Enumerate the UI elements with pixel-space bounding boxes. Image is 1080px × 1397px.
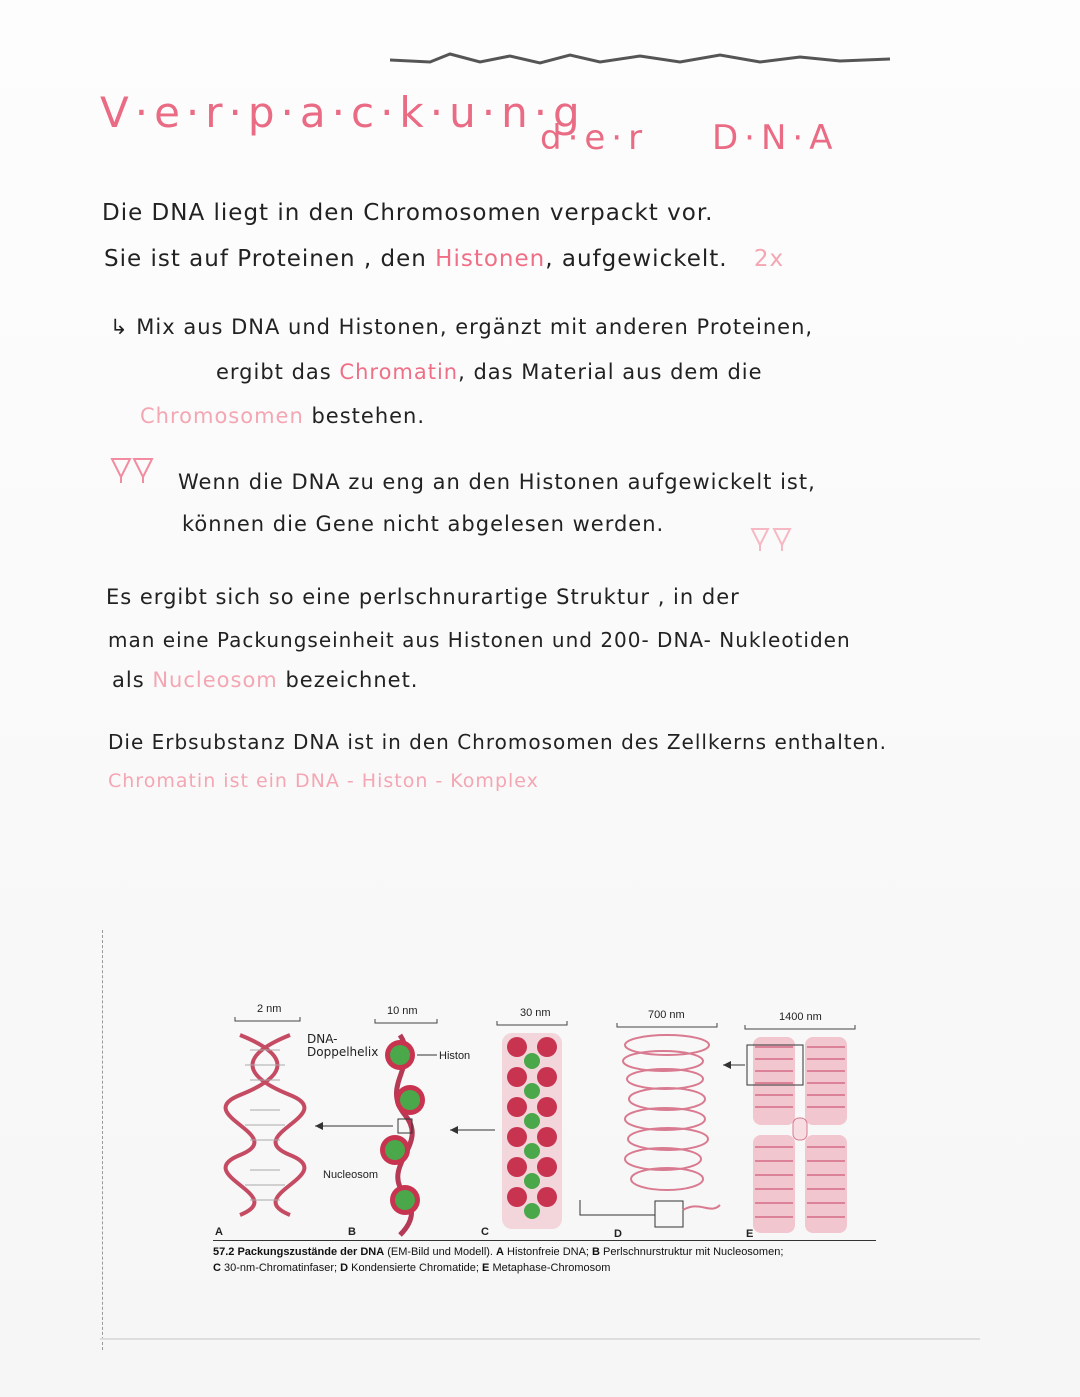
panel-letter-e: E <box>746 1228 754 1240</box>
p3-line1: Wenn die DNA zu eng an den Histonen aufgewickelt ist, <box>178 470 816 494</box>
p1-line1: Die DNA liegt in den Chromosomen verpackt vor. <box>102 200 714 226</box>
scale-label-2nm: 2 nm <box>257 1003 282 1015</box>
p4-line1: Es ergibt sich so eine perlschnurartige Struktur , in der <box>106 585 740 609</box>
p1-line2-histonen: Histonen <box>435 246 546 272</box>
zoom-box-d <box>655 1201 683 1227</box>
caption-b-text: Perlschnurstruktur mit Nucleosomen; <box>599 1246 784 1258</box>
margin-ticks <box>102 930 107 1350</box>
panel-letter-b: B <box>348 1226 356 1238</box>
title-word-dna: D·N·A <box>712 118 839 158</box>
p3-line2: können die Gene nicht abgelesen werden. <box>182 512 665 536</box>
label-dna-doppelhelix: DNA-Doppelhelix <box>307 1032 379 1059</box>
label-histon: Histon <box>439 1050 471 1062</box>
top-scribble <box>390 50 890 68</box>
caption-c-text: 30-nm-Chromatinfaser; <box>220 1262 341 1274</box>
p5-line2: Chromatin ist ein DNA - Histon - Komplex <box>108 770 539 792</box>
bracket-b <box>375 1019 437 1023</box>
p2-line3 <box>140 404 425 428</box>
p1-line2 <box>104 246 784 272</box>
p4-line2: man eine Packungseinheit aus Histonen und 200- DNA- Nukleotiden <box>108 628 851 652</box>
scale-label-1400nm: 1400 nm <box>779 1011 822 1023</box>
bracket-c <box>497 1021 567 1025</box>
panel-letter-d: D <box>614 1228 622 1240</box>
caption-b: B <box>592 1246 600 1258</box>
chromatid-d <box>623 1035 709 1190</box>
caption-rest: (EM-Bild und Modell). <box>384 1246 497 1258</box>
p1-line2-mark: 2x <box>753 246 785 272</box>
panel-letter-a: A <box>215 1226 223 1238</box>
caption-rule <box>213 1240 876 1241</box>
p2-line2 <box>216 360 763 384</box>
scale-label-10nm: 10 nm <box>387 1005 418 1017</box>
caption-a-text: Histonfreie DNA; <box>504 1246 593 1258</box>
caption-d: D <box>340 1262 349 1274</box>
caption-d-text: Kondensierte Chromatide; <box>348 1262 483 1274</box>
panel-letter-c: C <box>481 1226 489 1238</box>
p2-line2-text: ergibt das <box>216 360 332 384</box>
p2-line3-chromosomen: Chromosomen <box>140 404 304 428</box>
bracket-e <box>745 1025 855 1029</box>
bracket-a <box>235 1017 300 1021</box>
p1-line2-text: Sie ist auf Proteinen , den <box>104 246 427 272</box>
p5-line1: Die Erbsubstanz DNA ist in den Chromosomen des Zellkerns enthalten. <box>108 730 887 754</box>
p2-line3-rest: bestehen. <box>311 404 426 428</box>
caption-e: E <box>482 1262 490 1274</box>
caption-c: C <box>213 1262 221 1274</box>
caption-e-text: Metaphase-Chromosom <box>489 1262 611 1274</box>
title-word-der: d·e·r <box>540 118 649 158</box>
label-nucleosom: Nucleosom <box>323 1169 379 1181</box>
page-title <box>100 88 839 158</box>
metaphase-chromosome-e <box>753 1037 847 1233</box>
bracket-d <box>617 1023 717 1027</box>
nucleosomes-b <box>380 1040 425 1215</box>
arrow-d-to-c <box>580 1200 655 1215</box>
caption-a: A <box>496 1246 504 1258</box>
p4-line3 <box>112 668 418 692</box>
warning-doodle-icon-2 <box>748 525 798 555</box>
p4-line3-rest: bezeichnet. <box>285 668 419 692</box>
title-word-verpackung: V·e·r·p·a·c·k·u·n·g <box>100 88 586 137</box>
p2-line2-rest: , das Material aus dem die <box>458 360 763 384</box>
scale-label-30nm: 30 nm <box>520 1007 551 1019</box>
warning-doodle-icon <box>108 455 158 487</box>
p2-line1: ↳ Mix aus DNA und Histonen, ergänzt mit anderen Proteinen, <box>110 315 814 339</box>
paper-edge <box>100 1338 980 1340</box>
p4-line3-nucleosom: Nucleosom <box>152 668 278 692</box>
chromatin-fiber-c <box>502 1033 562 1229</box>
p1-line2-rest: , aufgewickelt. <box>545 246 728 272</box>
scale-label-700nm: 700 nm <box>648 1009 685 1021</box>
p4-line3-als: als <box>112 668 145 692</box>
caption-title: 57.2 Packungszustände der DNA <box>213 1246 385 1258</box>
p2-line2-chromatin: Chromatin <box>339 360 459 384</box>
figure-caption <box>213 1244 853 1276</box>
